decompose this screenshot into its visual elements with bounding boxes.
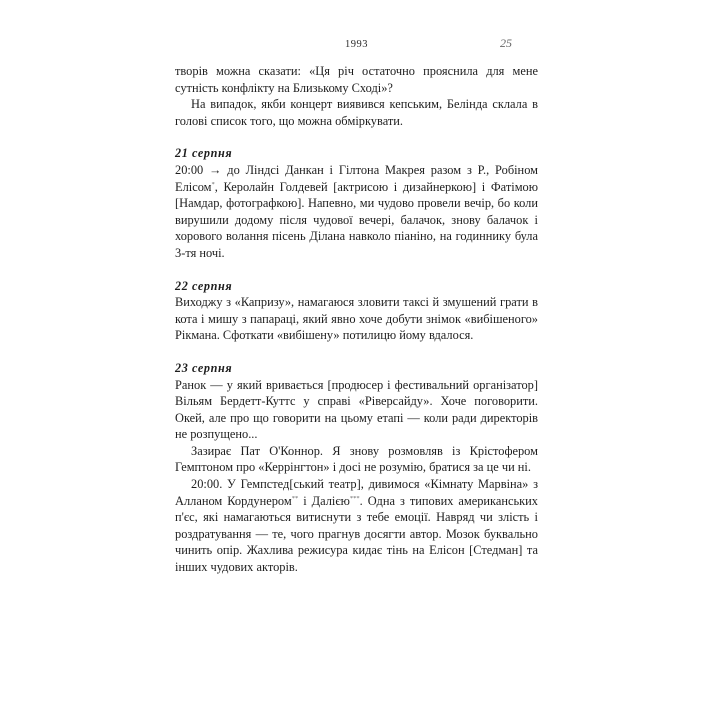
diary-entry-aug-22 [175,278,538,344]
entry-text-part: . Одна з типових американських п'єс, які намагаються витиснути з тебе емоції. Навряд чи злість і роздратування — те, чого прагнув досягти автор. Мозок буквально чинить опір. Жахлива режисура кидає тінь на Елісон [Стедман] та інших чудових акторів. [175,493,539,575]
footnote-marker: ** [291,494,299,502]
paragraph-intro-2: На випадок, якби концерт виявився кепським, Белінда склала в голові список того, що можна обміркувати. [175,97,538,128]
diary-entry-aug-21 [175,145,538,261]
entry-text-part: 20:00 → до Ліндсі Данкан і Гілтона Макрея разом з Р., Робіном Елісом [175,162,538,194]
entry-text: Зазирає Пат О'Коннор. Я знову розмовляв із Крістофером Гемптоном про «Керрінгтон» і досі не розумію, братися за це чи ні. [175,443,538,475]
entry-text-part: , Керолайн Голдевей [актрисою і дизайнеркою] і Фатімою [Намдар, фотографкою]. Напевно, ми чудово провели вечір, бо коли вирушили додому після чудової вечері, балачок, знову балачок і хорового волання пісень Ділана навколо піаніно, на годиннику була 3-тя ночі. [175,179,538,260]
entry-text-part: 20:00. У Гемпстед[ський театр], дивимося «Кімнату Марвіна» з Алланом Кордунером [175,477,538,508]
entry-text: Виходжу з «Капризу», намагаюся зловити таксі й змушений грати в кота і мишу з папараці, який явно хоче добути знімок «вибішеного» Рікмана. Сфоткати «вибішену» потилицю йому вдалося. [175,295,538,343]
entry-text: Ранок — у який вривається [продюсер і фестивальний організатор] Вільям Бердетт-Куттс у справі «Ріверсайду». Хоче поговорити. Окей, але про що говорити на цьому етапі — коли ради директорів не розпущено... [175,377,538,442]
running-head [175,34,538,54]
running-head-year: 1993 [345,39,368,50]
entry-text [175,476,538,576]
book-page [175,34,538,576]
entry-date: 22 серпня [175,278,233,293]
page-number: 25 [500,36,512,50]
diary-entry-aug-23 [175,360,538,576]
entry-date: 21 серпня [175,146,233,161]
entry-text-part: і Далією [298,493,350,508]
paragraph-intro-1: творів можна сказати: «Ця річ остаточно прояснила для мене сутність конфлікту на Близькому Сході»? [175,64,538,95]
entry-text [175,162,538,262]
entry-date: 23 серпня [175,360,233,375]
footnote-marker: * [211,180,215,188]
footnote-marker: *** [349,494,360,502]
